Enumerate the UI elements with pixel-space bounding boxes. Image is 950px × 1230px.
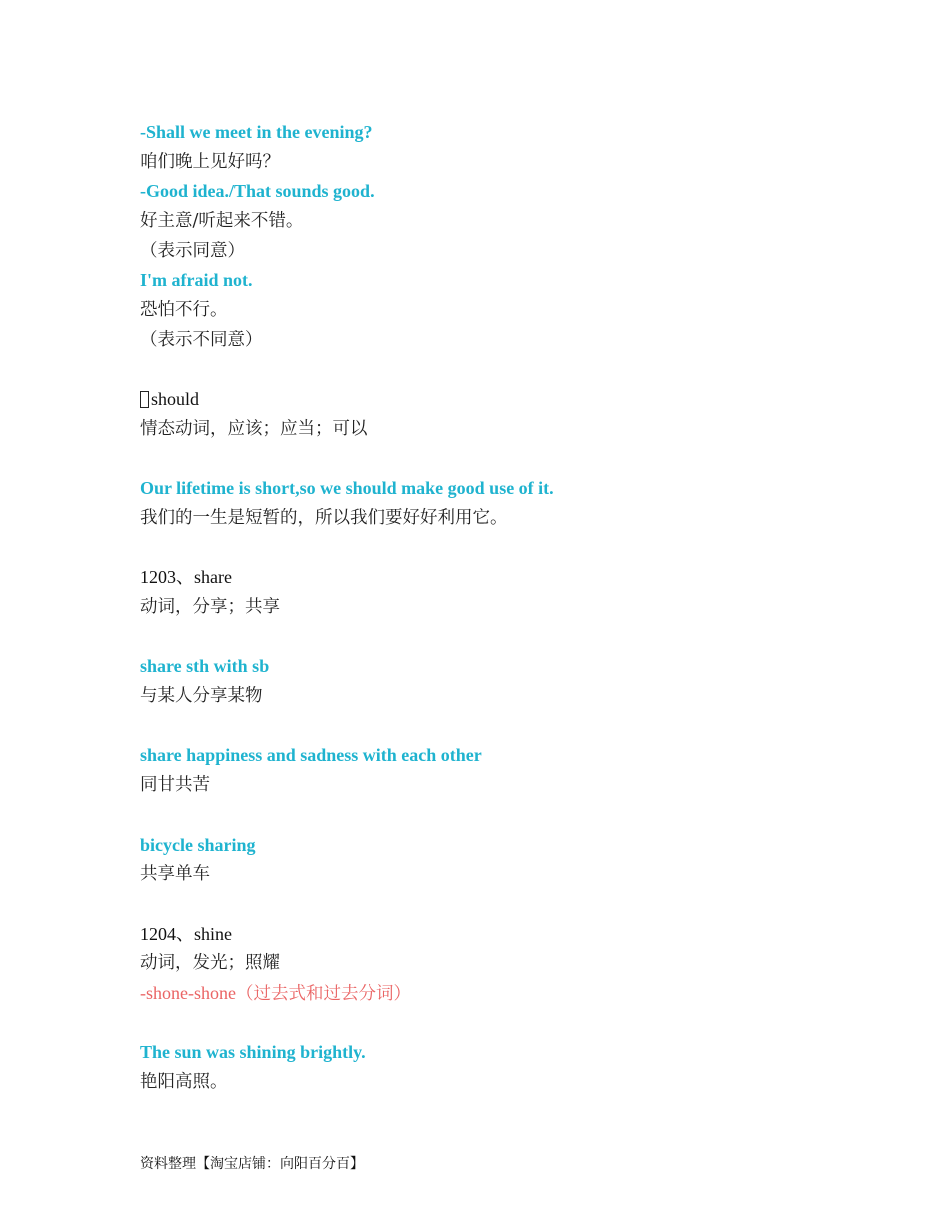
spacer [140, 712, 840, 742]
usage-note: （表示不同意） [140, 329, 263, 350]
spacer [140, 356, 840, 386]
document-body [140, 118, 840, 1098]
spacer [140, 534, 840, 564]
verb-forms-note: （过去式和过去分词） [235, 983, 411, 1004]
word-heading: 1203、share [140, 567, 232, 588]
word-heading-text: should [151, 389, 200, 410]
example-english: share happiness and sadness with each other [140, 745, 482, 766]
word-heading: 1204、shine [140, 923, 232, 944]
spacer [140, 623, 840, 653]
verb-forms [140, 979, 840, 1009]
example-english: The sun was shining brightly. [140, 1042, 366, 1063]
word-heading [140, 385, 840, 415]
example-translation: 好主意/听起来不错。 [140, 211, 304, 232]
verb-forms-text: -shone-shone [140, 982, 236, 1003]
spacer [140, 445, 840, 475]
example-translation: 与某人分享某物 [140, 686, 263, 707]
missing-glyph-icon [140, 391, 149, 408]
example-translation: 艳阳高照。 [140, 1072, 228, 1092]
example-translation: 我们的一生是短暂的，所以我们要好好利用它。 [140, 507, 508, 528]
example-english: share sth with sb [140, 656, 270, 677]
word-definition: 情态动词，应该；应当；可以 [140, 418, 368, 439]
example-english: -Shall we meet in the evening? [140, 122, 373, 142]
spacer [140, 890, 840, 920]
word-definition: 动词，分享；共享 [140, 597, 280, 617]
page-footer: 资料整理【淘宝店铺：向阳百分百】 [140, 1156, 364, 1172]
example-english: -Good idea./That sounds good. [140, 181, 375, 202]
example-english: I'm afraid not. [140, 270, 253, 291]
spacer [140, 801, 840, 831]
word-definition: 动词，发光；照耀 [140, 953, 280, 974]
usage-note: （表示同意） [140, 240, 245, 261]
spacer [140, 1009, 840, 1039]
example-translation: 恐怕不行。 [140, 300, 228, 321]
example-translation: 同甘共苦 [140, 775, 210, 796]
example-translation: 咱们晚上见好吗？ [140, 151, 280, 172]
example-english: bicycle sharing [140, 834, 256, 855]
example-english: Our lifetime is short,so we should make good use of it. [140, 478, 554, 499]
example-translation: 共享单车 [140, 864, 210, 885]
